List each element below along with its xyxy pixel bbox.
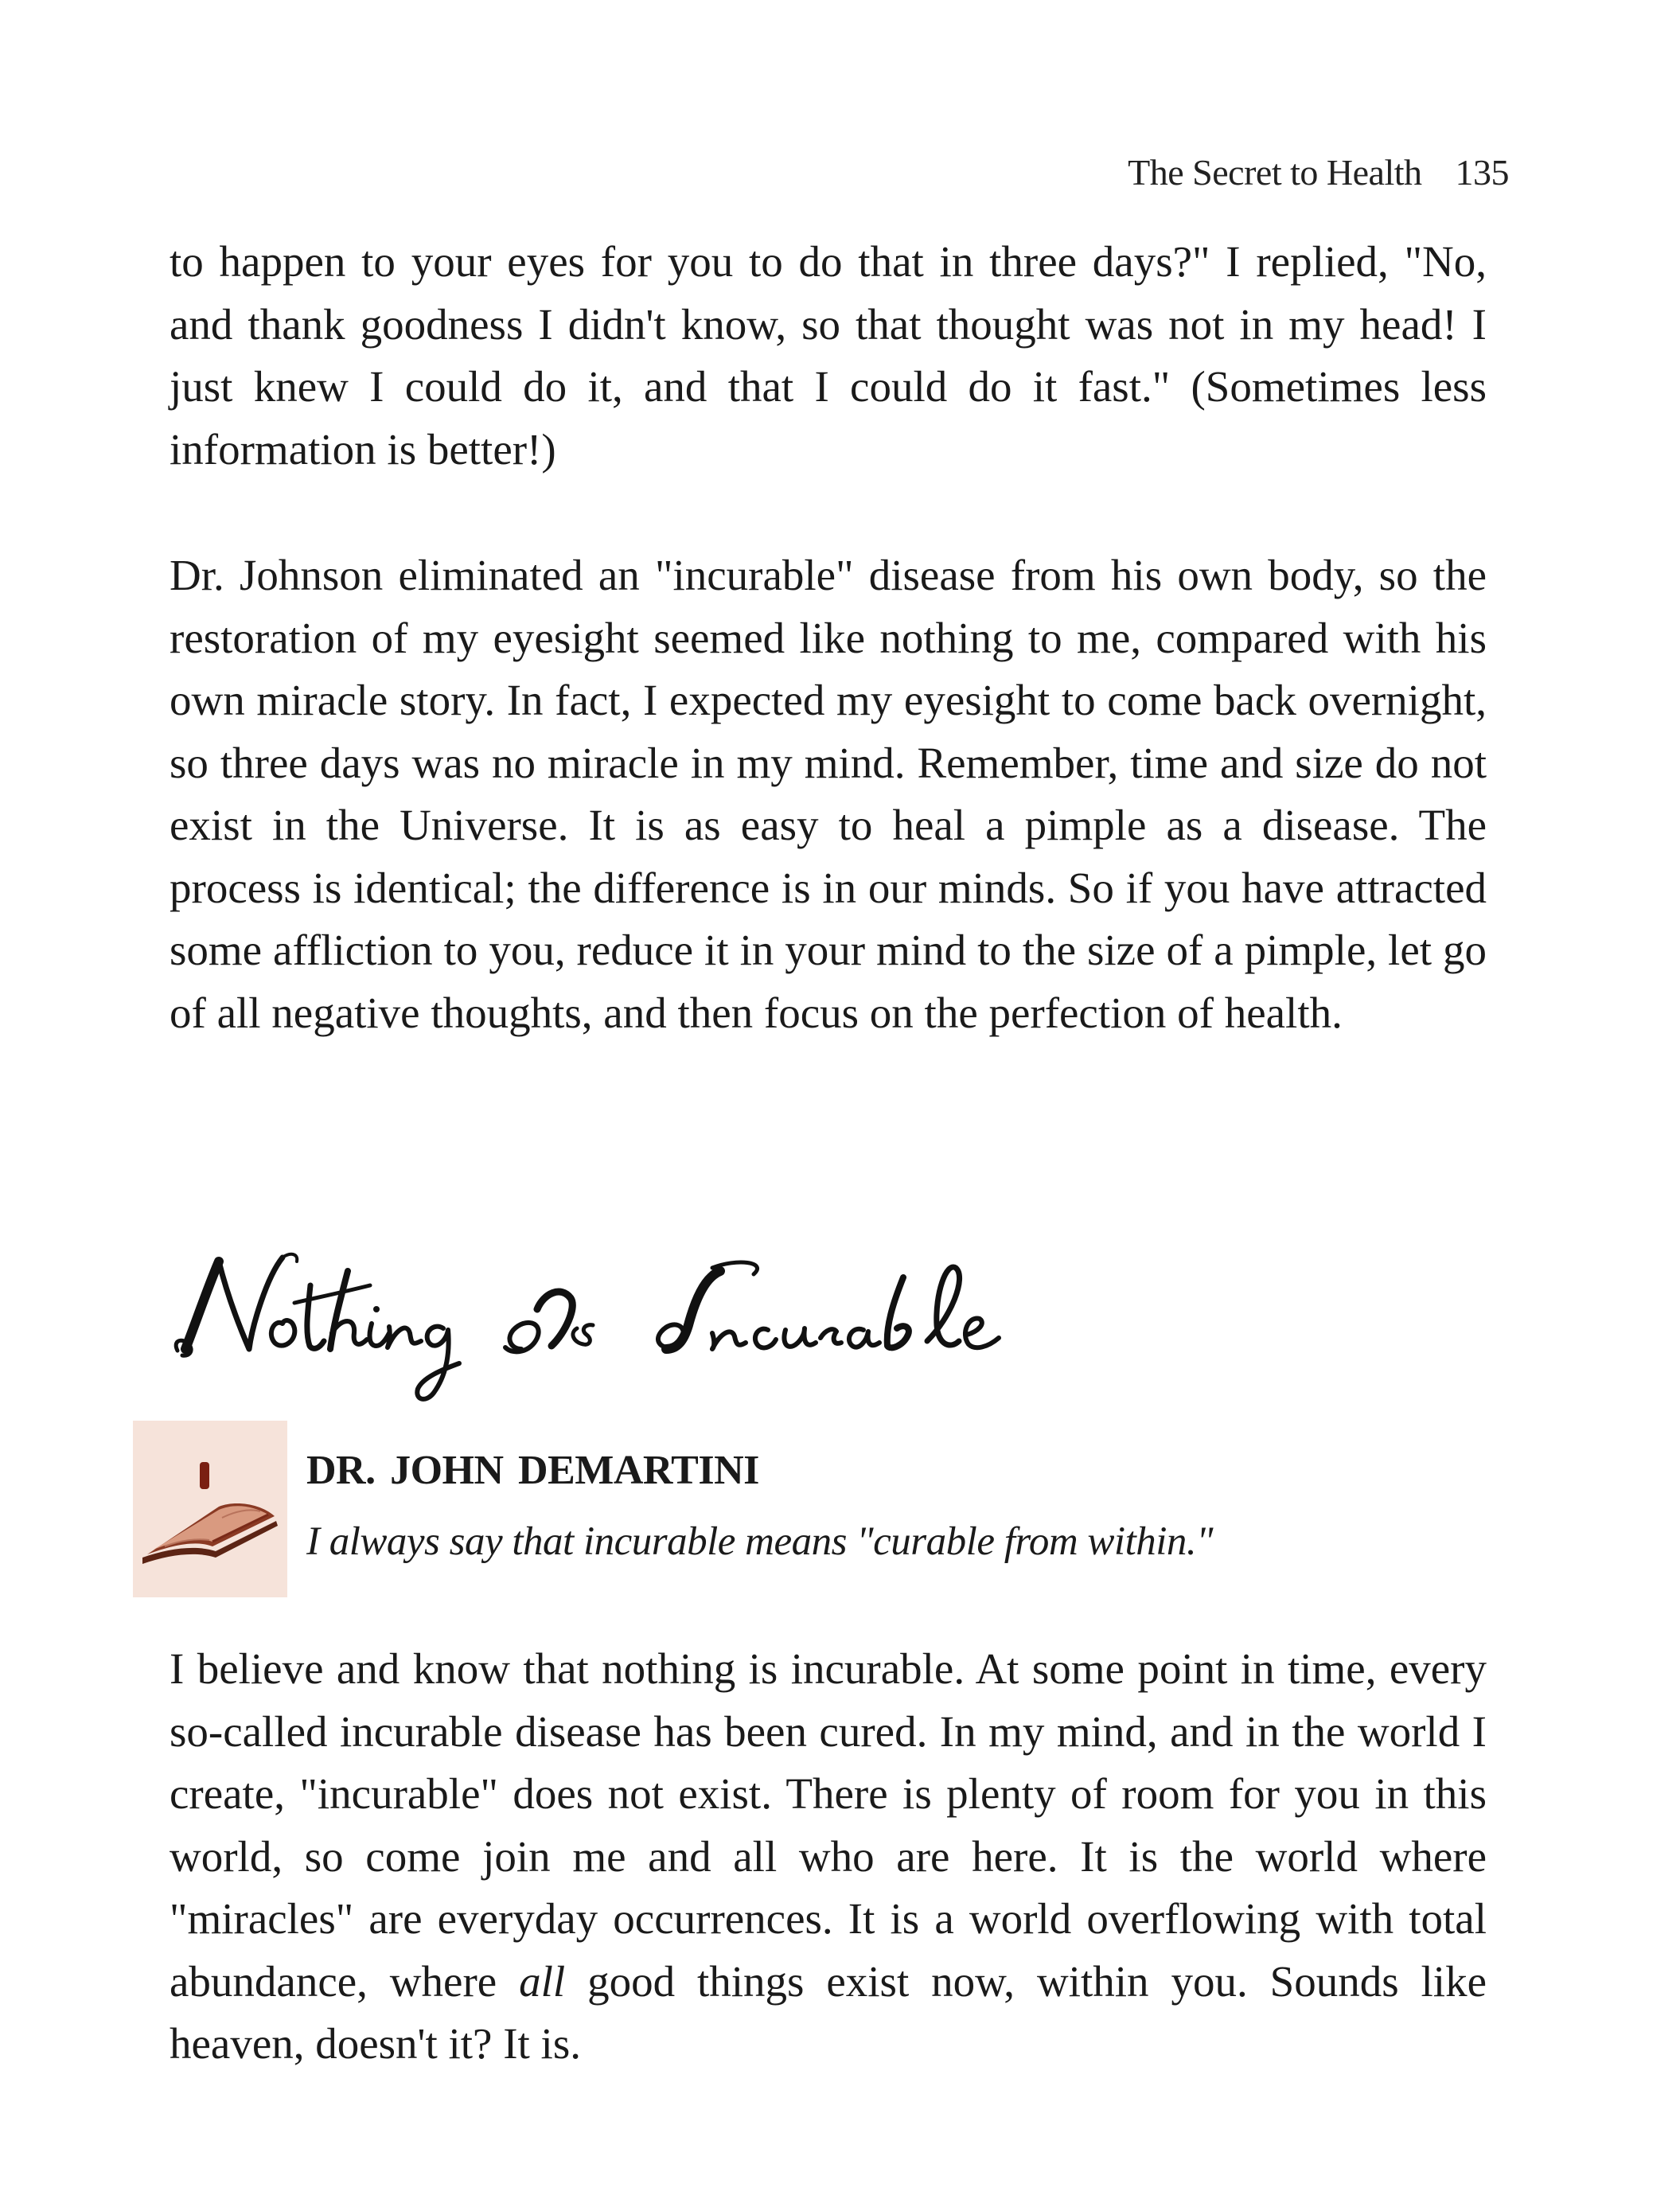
paragraph-continuation: to happen to your eyes for you to do that in three days?" I replied, "No, and thank goodness I didn't know, so that thought was not in my head! I just knew I could do it, and that I could do it fast." (Sometimes less information is better!) — [170, 237, 1487, 474]
author-name: DR. JOHN DEMARTINI — [306, 1448, 759, 1493]
paragraph-demartini-part-2: good things exist now, within you. Sounds like heaven, doesn't it? It is. — [170, 1956, 1487, 2068]
paragraph-demartini-emphasis: all — [519, 1956, 566, 2006]
running-head-title: The Secret to Health — [1128, 152, 1422, 193]
paragraph-johnson: Dr. Johnson eliminated an "incurable" disease from his own body, so the restoration of my eyesight seemed like nothing to me, compared with his own miracle story. In fact, I expected my eyesight to come back overnight, so three days was no miracle in my mind. Remember, time and size do not exist in the Universe. It is as easy to heal a pimple as a disease. The process is identical; the difference is in our minds. So if you have attracted some affliction to you, reduce it in your mind to the size of a pimple, let go of all negative thoughts, and then focus on the perfection of health. — [170, 551, 1487, 1037]
paragraph-demartini-part-1: I believe and know that nothing is incurable. At some point in time, every so-called incurable disease has been cured. In my mind, and in the world I create, "incurable" does not exist. There is plenty of room for you in this world, so come join me and all who are here. It is the world where "miracles" are everyday occurrences. It is a world overflowing with total abundance, where — [170, 1644, 1487, 2006]
section-title-script — [163, 1230, 1118, 1413]
open-book-image — [133, 1421, 287, 1597]
author-quote: I always say that incurable means "curable from within." — [306, 1519, 1214, 1564]
page-number: 135 — [1455, 152, 1509, 193]
running-head — [1128, 151, 1509, 193]
paragraph-demartini — [170, 1638, 1487, 2076]
